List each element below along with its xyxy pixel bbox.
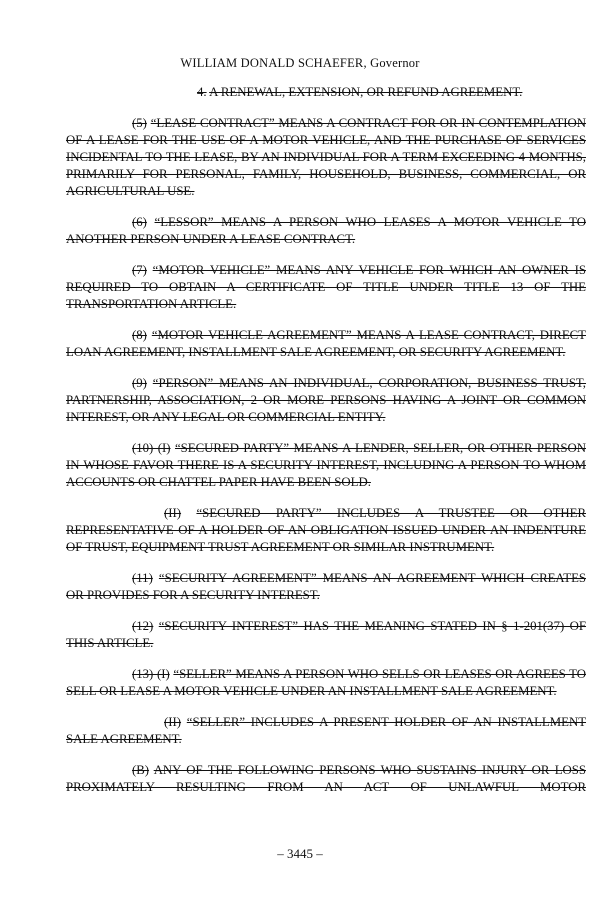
paragraph-definition-13-i (66, 666, 586, 700)
definition-number: (11) (132, 571, 153, 585)
paragraph-definition-10-i (66, 440, 586, 491)
page-number: – 3445 – (277, 846, 323, 861)
paragraph-definition-7 (66, 262, 586, 313)
paragraph-definition-11 (66, 570, 586, 604)
definition-text: “MOTOR VEHICLE AGREEMENT” MEANS A LEASE CONTRACT, DIRECT LOAN AGREEMENT, INSTALLMENT SALE AGREEMENT, OR SECURITY AGREEMENT. (66, 328, 586, 359)
document-body (66, 84, 586, 810)
page-header (0, 56, 600, 71)
definition-number: (8) (132, 328, 147, 342)
definition-text: “SECURED PARTY” INCLUDES A TRUSTEE OR OTHER REPRESENTATIVE OF A HOLDER OF AN OBLIGATION ISSUED UNDER AN INDENTURE OF TRUST, EQUIPMENT TRUST AGREEMENT OR SIMILAR INSTRUMENT. (66, 506, 586, 554)
definition-number: (6) (132, 215, 147, 229)
paragraph-definition-5 (66, 115, 586, 200)
paragraph-definition-8 (66, 327, 586, 361)
definition-number: (12) (132, 619, 154, 633)
paragraph-definition-6 (66, 214, 586, 248)
definition-number: (9) (132, 376, 147, 390)
item-number: 4. (197, 85, 207, 99)
definition-text: “LESSOR” MEANS A PERSON WHO LEASES A MOTOR VEHICLE TO ANOTHER PERSON UNDER A LEASE CONTRACT. (66, 215, 586, 246)
subsection-text: ANY OF THE FOLLOWING PERSONS WHO SUSTAINS INJURY OR LOSS PROXIMATELY RESULTING FROM AN ACT OF UNLAWFUL MOTOR (66, 763, 586, 794)
definition-text: “SELLER” MEANS A PERSON WHO SELLS OR LEASES OR AGREES TO SELL OR LEASE A MOTOR VEHICLE UNDER AN INSTALLMENT SALE AGREEMENT. (66, 667, 586, 698)
subsection-label: (B) (132, 763, 150, 777)
paragraph-definition-12 (66, 618, 586, 652)
definition-number: (13) (I) (132, 667, 170, 681)
definition-text: “SECURITY AGREEMENT” MEANS AN AGREEMENT WHICH CREATES OR PROVIDES FOR A SECURITY INTEREST. (66, 571, 586, 602)
definition-text: “PERSON” MEANS AN INDIVIDUAL, CORPORATION, BUSINESS TRUST, PARTNERSHIP, ASSOCIATION, 2 OR MORE PERSONS HAVING A JOINT OR COMMON INTEREST, OR ANY LEGAL OR COMMERCIAL ENTITY. (66, 376, 587, 424)
paragraph-subsection-b (66, 762, 586, 796)
paragraph-definition-10-ii (66, 505, 586, 556)
paragraph-item-4 (66, 84, 586, 101)
definition-number: (II) (164, 506, 182, 520)
definition-number: (7) (132, 263, 147, 277)
paragraph-definition-9 (66, 375, 586, 426)
definition-number: (II) (164, 715, 182, 729)
definition-text: “SECURED PARTY” MEANS A LENDER, SELLER, OR OTHER PERSON IN WHOSE FAVOR THERE IS A SECURITY INTEREST, INCLUDING A PERSON TO WHOM ACCOUNTS OR CHATTEL PAPER HAVE BEEN SOLD. (66, 441, 586, 489)
definition-number: (10) (I) (132, 441, 171, 455)
definition-text: “SECURITY INTEREST” HAS THE MEANING STATED IN § 1-201(37) OF THIS ARTICLE. (66, 619, 587, 650)
paragraph-definition-13-ii (66, 714, 586, 748)
definition-text: “MOTOR VEHICLE” MEANS ANY VEHICLE FOR WHICH AN OWNER IS REQUIRED TO OBTAIN A CERTIFICATE OF TITLE UNDER TITLE 13 OF THE TRANSPORTATION ARTICLE. (66, 263, 586, 311)
definition-number: (5) (132, 116, 147, 130)
definition-text: “SELLER” INCLUDES A PRESENT HOLDER OF AN INSTALLMENT SALE AGREEMENT. (66, 715, 587, 746)
definition-text: “LEASE CONTRACT” MEANS A CONTRACT FOR OR IN CONTEMPLATION OF A LEASE FOR THE USE OF A MOTOR VEHICLE, AND THE PURCHASE OF SERVICES INCIDENTAL TO THE LEASE, BY AN INDIVIDUAL FOR A TERM EXCEEDING 4 MONTHS, PRIMARILY FOR PERSONAL, FAMILY, HOUSEHOLD, BUSINESS, COMMERCIAL, OR AGRICULTURAL USE. (66, 116, 587, 198)
page-footer (0, 846, 600, 862)
running-head: WILLIAM DONALD SCHAEFER, Governor (180, 56, 420, 70)
item-text: A RENEWAL, EXTENSION, OR REFUND AGREEMENT. (209, 85, 523, 99)
